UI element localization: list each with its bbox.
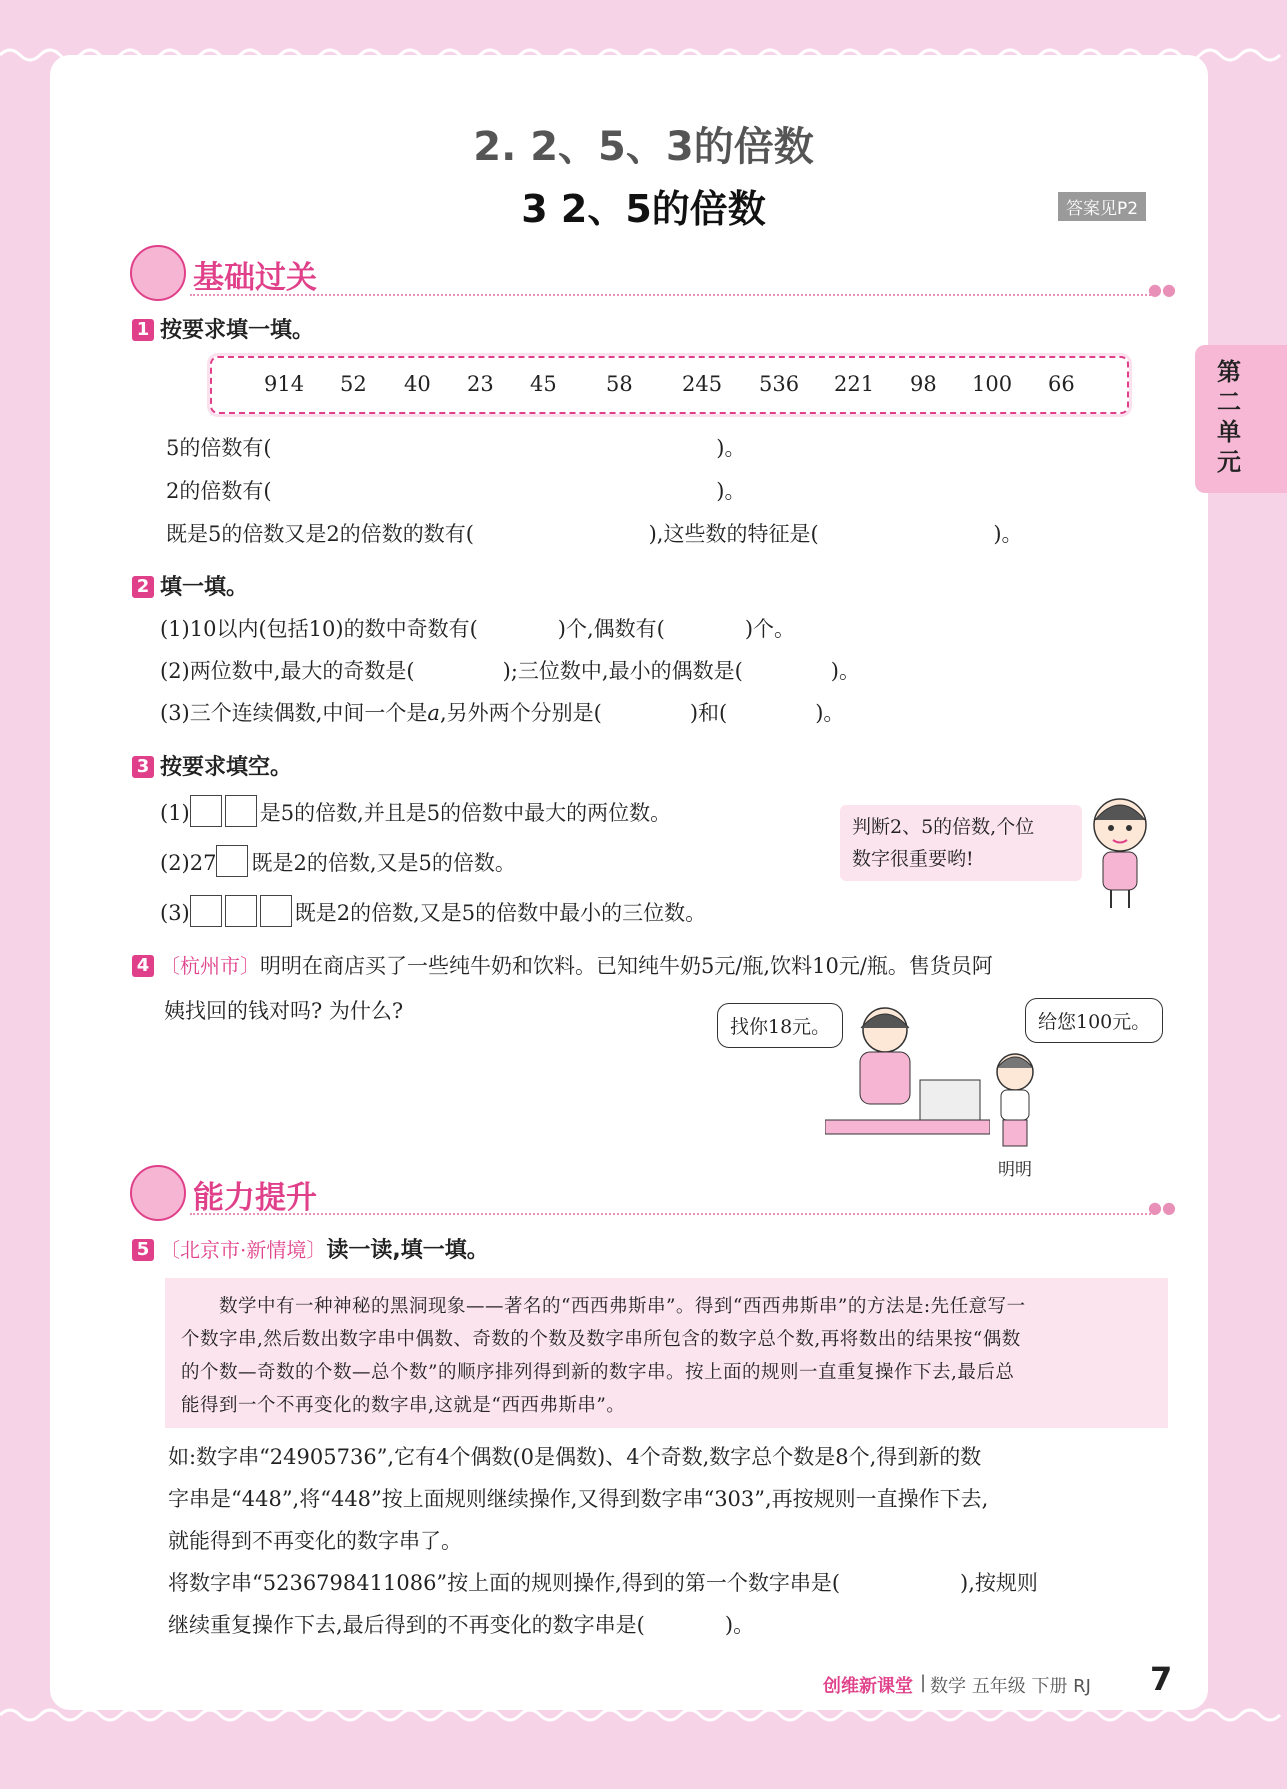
- number-item: 245: [682, 372, 723, 396]
- number-item: 58: [606, 372, 633, 396]
- number-item: 23: [467, 372, 494, 396]
- digit-box[interactable]: [216, 845, 248, 877]
- q2-line1: [160, 613, 795, 643]
- q3-line3: [160, 895, 706, 927]
- q2-line1-end: )个。: [744, 617, 796, 641]
- section-avatar-icon: [130, 245, 186, 301]
- q3-line2: [160, 845, 516, 877]
- q1-line1-text: 5的倍数有(: [166, 436, 272, 460]
- q2-title: 填一填。: [160, 575, 249, 600]
- q2-line1-mid: )个,偶数有(: [557, 617, 665, 641]
- q3-line1-text: 是5的倍数,并且是5的倍数中最大的两位数。: [259, 801, 672, 825]
- example-line: 字串是“448”,将“448”按上面规则继续操作,又得到数字串“303”,再按规则一直操作下去,: [168, 1487, 989, 1511]
- reading-line: 的个数—奇数的个数—总个数”的顺序排列得到新的数字串。按上面的规则一直重复操作下去,最后总: [181, 1362, 1015, 1383]
- example-line: 如:数字串“24905736”,它有4个偶数(0是偶数)、4个奇数,数字总个数是8个,得到新的数: [168, 1445, 982, 1469]
- q3-line3-text: 既是2的倍数,又是5的倍数中最小的三位数。: [294, 901, 707, 925]
- q3-line2-text: 既是2的倍数,又是5的倍数。: [251, 851, 516, 875]
- answer-reference-tag: 答案见P2: [1058, 192, 1146, 221]
- q1-line3-end: )。: [993, 522, 1023, 546]
- q2-line2-mid: );三位数中,最小的偶数是(: [502, 659, 743, 683]
- boy-name-label: 明明: [998, 1160, 1032, 1180]
- q2-line2: [160, 655, 860, 685]
- digit-box[interactable]: [190, 795, 222, 827]
- reading-line: 能得到一个不再变化的数字串,这就是“西西弗斯串”。: [181, 1395, 626, 1416]
- q1-line2: [166, 475, 745, 505]
- q2-heading: [132, 570, 248, 601]
- digit-box[interactable]: [225, 895, 257, 927]
- q1-line3-mid: ),这些数的特征是(: [648, 522, 819, 546]
- number-item: 98: [910, 372, 937, 396]
- digit-box[interactable]: [225, 795, 257, 827]
- q1-line3-text: 既是5的倍数又是2的倍数的数有(: [166, 522, 474, 546]
- q5-final-line2-text: 继续重复操作下去,最后得到的不再变化的数字串是(: [168, 1613, 645, 1637]
- q2-line3-mid2: )和(: [689, 701, 728, 725]
- shop-clerk-illustration-icon: [825, 1000, 990, 1150]
- variable-a: a: [427, 701, 440, 725]
- unit-side-tab: [1195, 345, 1287, 493]
- tip-line2: 数字很重要哟!: [852, 848, 974, 870]
- q2-line3-text: (3)三个连续偶数,中间一个是: [160, 701, 428, 725]
- number-list-box: [210, 356, 1129, 414]
- example-line: 就能得到不再变化的数字串了。: [168, 1529, 462, 1553]
- reading-line: 个数字串,然后数出数字串中偶数、奇数的个数及数字串所包含的数字总个数,再将数出的结果按“偶数: [181, 1329, 1021, 1350]
- q3-number: 3: [132, 756, 154, 778]
- q2-line3-end: )。: [815, 701, 845, 725]
- number-item: 40: [404, 372, 431, 396]
- tip-bubble: [840, 805, 1082, 881]
- q3-line1-prefix: (1): [160, 801, 190, 825]
- section-title-basic: 基础过关: [193, 260, 317, 296]
- reading-passage-box: [165, 1278, 1168, 1428]
- q3-line1: [160, 795, 671, 827]
- q2-line2-end: )。: [830, 659, 860, 683]
- q1-title: 按要求填一填。: [160, 318, 315, 343]
- section-avatar-icon: [130, 1165, 186, 1221]
- section-title-advanced: 能力提升: [193, 1180, 317, 1216]
- number-item: 52: [340, 372, 367, 396]
- number-item: 100: [972, 372, 1013, 396]
- q1-line2-text: 2的倍数有(: [166, 479, 272, 503]
- q4-line1: [132, 950, 993, 980]
- q5-title: 读一读,填一填。: [326, 1238, 489, 1263]
- q1-line1: [166, 432, 745, 462]
- number-item: 221: [834, 372, 875, 396]
- q4-line2: 姨找回的钱对吗? 为什么?: [164, 999, 404, 1023]
- q5-final-line2: [168, 1604, 1038, 1646]
- chapter-title: 2. 2、5、3的倍数: [473, 124, 814, 170]
- q5-final-line1-end: ),按规则: [960, 1571, 1038, 1595]
- q4-source-tag: 〔杭州市〕: [160, 954, 260, 978]
- q1-line1-end: )。: [716, 436, 746, 460]
- footer-info: 数学 五年级 下册 RJ: [930, 1676, 1091, 1697]
- dots-decoration-icon: ●●: [1148, 1198, 1176, 1217]
- number-item: 536: [759, 372, 800, 396]
- dots-decoration-icon: ●●: [1148, 280, 1176, 299]
- q5-example-text: [168, 1436, 1038, 1646]
- q5-final-line1-text: 将数字串“5236798411086”按上面的规则操作,得到的第一个数字串是(: [168, 1571, 841, 1595]
- q4-text-line1: 明明在商店买了一些纯牛奶和饮料。已知纯牛奶5元/瓶,饮料10元/瓶。售货员阿: [260, 954, 993, 978]
- number-item: 914: [264, 372, 305, 396]
- q4-number: 4: [132, 955, 154, 977]
- boy-speech-bubble: 给您100元。: [1025, 998, 1163, 1043]
- q2-number: 2: [132, 576, 154, 598]
- q5-number: 5: [132, 1239, 154, 1261]
- q1-line2-end: )。: [716, 479, 746, 503]
- q2-line3: [160, 697, 844, 727]
- q2-line2-text: (2)两位数中,最大的奇数是(: [160, 659, 415, 683]
- q3-title: 按要求填空。: [160, 755, 293, 780]
- q2-line3-mid1: ,另外两个分别是(: [439, 701, 602, 725]
- footer-brand: 创维新课堂: [823, 1676, 913, 1697]
- q2-line1-text: (1)10以内(包括10)的数中奇数有(: [160, 617, 478, 641]
- q5-heading: [132, 1233, 489, 1264]
- boy-mingming-illustration-icon: [985, 1050, 1045, 1150]
- number-item: 45: [530, 372, 557, 396]
- clerk-speech-bubble: 找你18元。: [717, 1003, 843, 1048]
- q1-number: 1: [132, 319, 154, 341]
- reading-line: 数学中有一种神秘的黑洞现象——著名的“西西弗斯串”。得到“西西弗斯串”的方法是:先任意写一: [219, 1296, 1026, 1317]
- tip-line1: 判断2、5的倍数,个位: [852, 816, 1035, 838]
- q5-final-line2-end: )。: [724, 1613, 755, 1637]
- page-number: 7: [1150, 1660, 1173, 1698]
- q3-heading: [132, 750, 292, 781]
- q1-line3: [166, 518, 1023, 548]
- q5-source-tag: 〔北京市·新情境〕: [160, 1238, 327, 1262]
- section-divider: [190, 1213, 1155, 1215]
- lesson-title: 3 2、5的倍数: [521, 187, 766, 231]
- girl-illustration-icon: [1075, 790, 1165, 910]
- reading-passage: [165, 1278, 1168, 1422]
- q5-final-line1: [168, 1562, 1038, 1604]
- q3-line2-prefix: (2)27: [160, 851, 217, 875]
- footer-separator: |: [920, 1672, 927, 1693]
- digit-box[interactable]: [260, 895, 292, 927]
- number-item: 66: [1048, 372, 1075, 396]
- section-divider: [190, 294, 1155, 296]
- q3-line3-prefix: (3): [160, 901, 190, 925]
- bottom-wave-border: [0, 1700, 1287, 1730]
- q1-heading: [132, 313, 314, 344]
- unit-side-tab-label: 第二单元: [1217, 358, 1241, 476]
- digit-box[interactable]: [190, 895, 222, 927]
